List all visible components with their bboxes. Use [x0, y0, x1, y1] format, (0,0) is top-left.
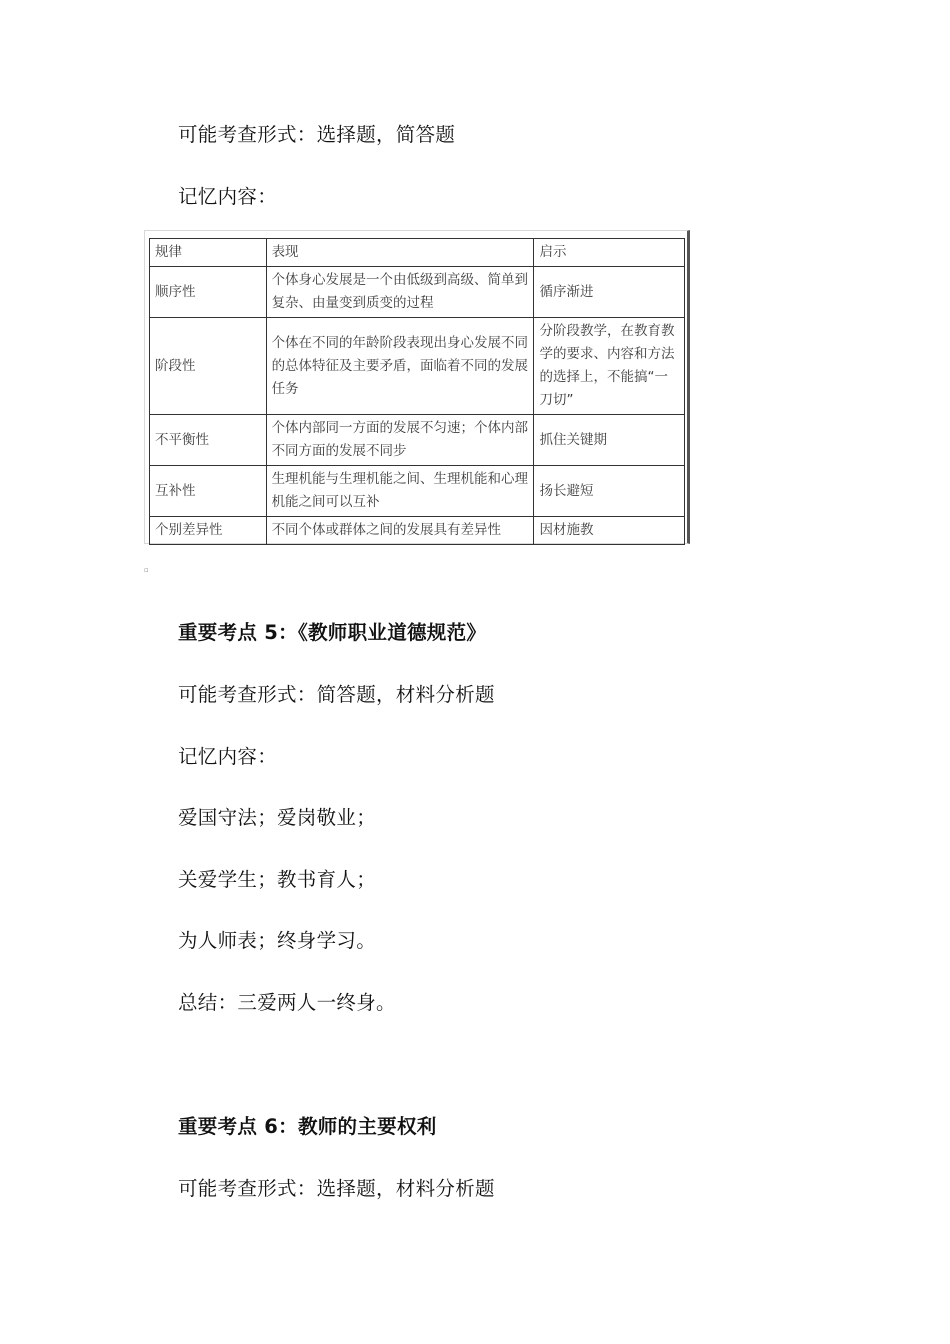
table-row — [150, 517, 685, 545]
summary-text: 总结：三爱两人一终身。 — [178, 991, 396, 1014]
table-cell-manifestation: 个体在不同的年龄阶段表现出身心发展不同的总体特征及主要矛盾，面临着不同的发展任务 — [266, 318, 534, 415]
table-header-cell: 表现 — [266, 239, 534, 267]
table-row — [150, 267, 685, 318]
development-rules-table-image — [144, 230, 690, 544]
section-heading: 重要考点 6：教师的主要权利 — [178, 1115, 437, 1138]
table-cell-rule: 顺序性 — [150, 267, 267, 318]
table-cell-implication: 循序渐进 — [534, 267, 685, 318]
table-header-cell: 规律 — [150, 239, 267, 267]
memory-label: 记忆内容： — [178, 745, 278, 768]
table-cell-manifestation: 不同个体或群体之间的发展具有差异性 — [266, 517, 534, 545]
list-item: 关爱学生；教书育人； — [178, 868, 377, 891]
table-row — [150, 466, 685, 517]
table-cell-implication: 分阶段教学，在教育教学的要求、内容和方法的选择上，不能搞“一刀切” — [534, 318, 685, 415]
table-cell-implication: 抓住关键期 — [534, 415, 685, 466]
table-cell-manifestation: 生理机能与生理机能之间、生理机能和心理机能之间可以互补 — [266, 466, 534, 517]
table-header-cell: 启示 — [534, 239, 685, 267]
table-cell-rule: 个别差异性 — [150, 517, 267, 545]
table-cell-rule: 阶段性 — [150, 318, 267, 415]
exam-form-text: 可能考查形式：选择题，材料分析题 — [178, 1177, 495, 1200]
development-rules-table — [149, 238, 685, 545]
exam-form-text: 可能考查形式：简答题，材料分析题 — [178, 683, 495, 706]
memory-label: 记忆内容： — [178, 185, 278, 208]
table-header-row — [150, 239, 685, 267]
table-cell-implication: 扬长避短 — [534, 466, 685, 517]
table-cell-manifestation: 个体内部同一方面的发展不匀速；个体内部不同方面的发展不同步 — [266, 415, 534, 466]
table-cell-rule: 不平衡性 — [150, 415, 267, 466]
table-row — [150, 415, 685, 466]
table-row — [150, 318, 685, 415]
list-item: 为人师表；终身学习。 — [178, 929, 377, 952]
section-heading: 重要考点 5：《教师职业道德规范》 — [178, 621, 487, 644]
list-item: 爱国守法；爱岗敬业； — [178, 806, 377, 829]
table-cell-rule: 互补性 — [150, 466, 267, 517]
exam-form-text: 可能考查形式：选择题，简答题 — [178, 123, 456, 146]
table-cell-implication: 因材施教 — [534, 517, 685, 545]
paragraph-mark-icon: ▫ — [144, 566, 149, 574]
table-cell-manifestation: 个体身心发展是一个由低级到高级、简单到复杂、由量变到质变的过程 — [266, 267, 534, 318]
